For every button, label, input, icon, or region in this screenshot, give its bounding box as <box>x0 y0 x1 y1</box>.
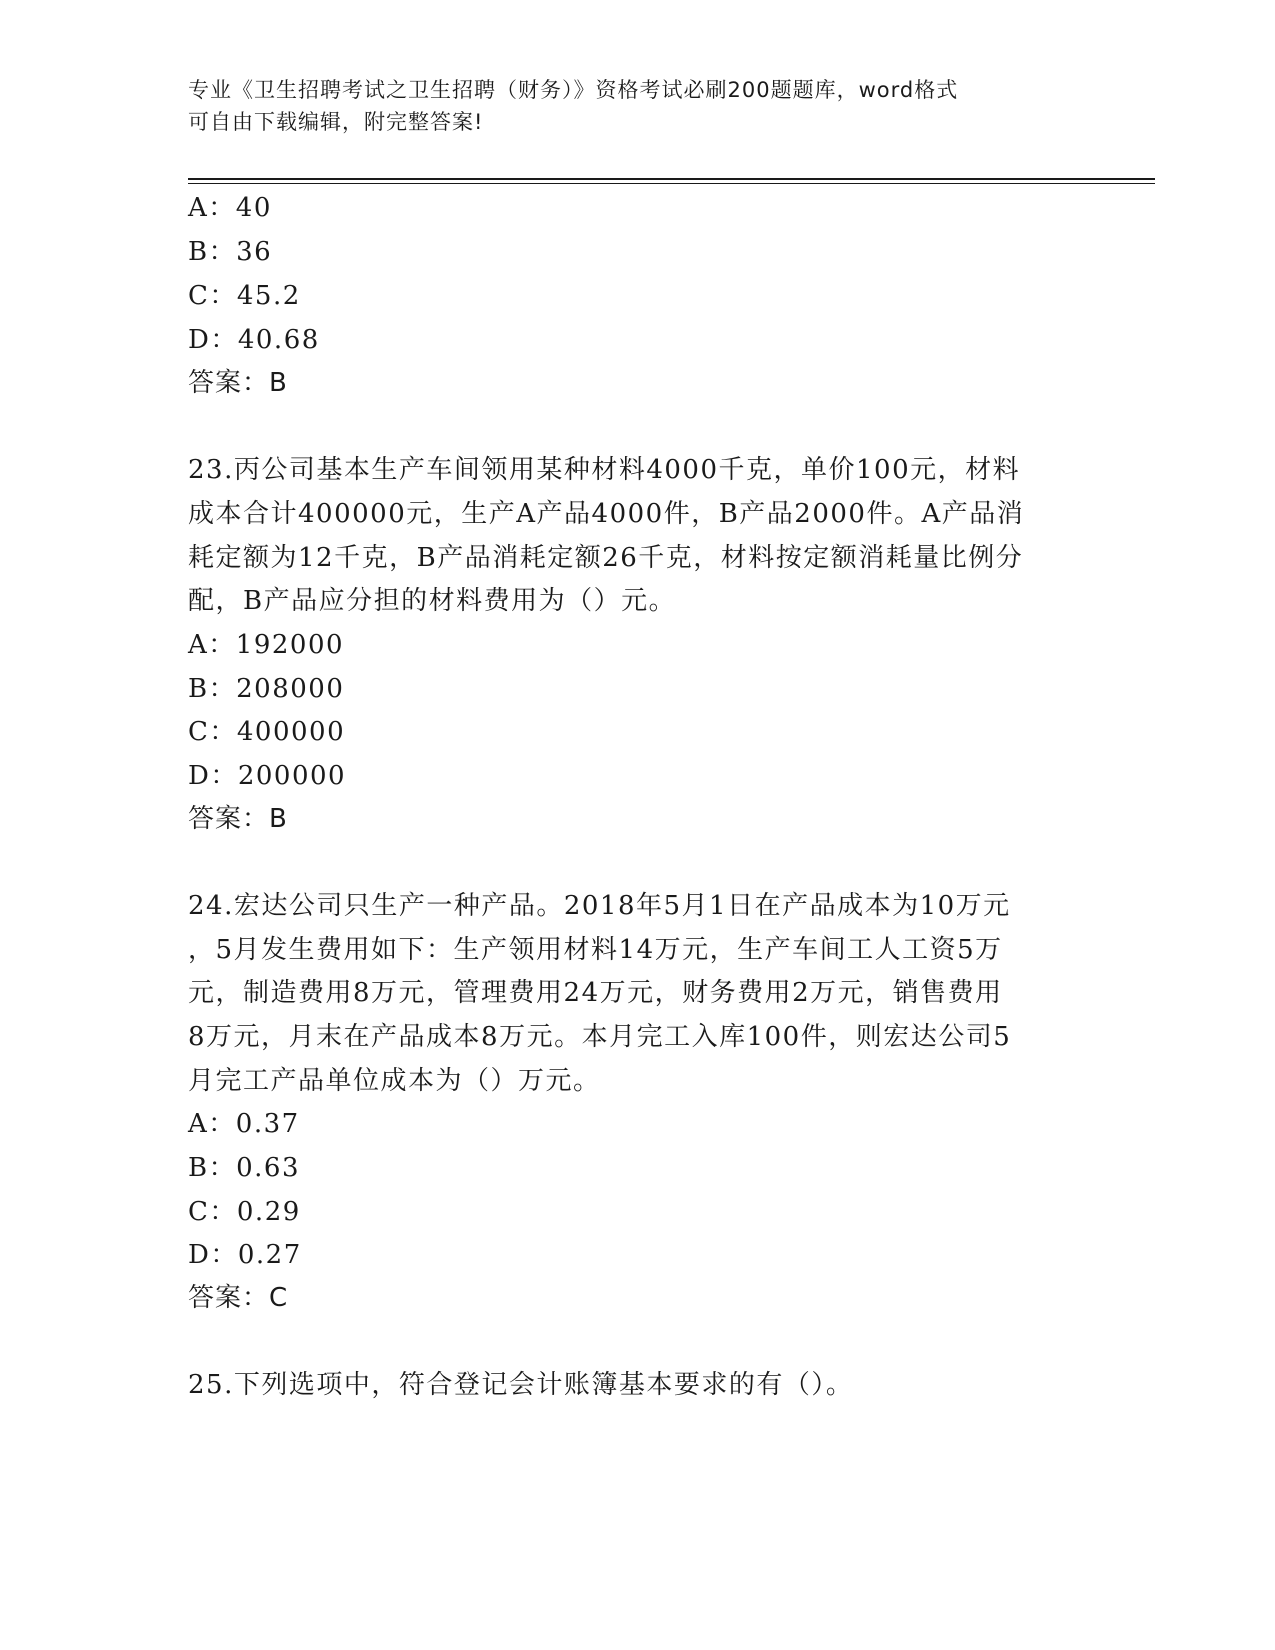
q23-option-a: A：192000 <box>188 630 345 660</box>
q24-stem-line-4: 8万元，月末在产品成本8万元。本月完工入库100件，则宏达公司5 <box>188 1022 1012 1052</box>
header-divider-thin <box>188 183 1155 184</box>
q23-option-d: D：200000 <box>188 761 347 791</box>
q24-stem-line-5: 月完工产品单位成本为（）万元。 <box>188 1066 601 1096</box>
q23-stem-line-1: 23.丙公司基本生产车间领用某种材料4000千克，单价100元，材料 <box>188 455 1021 485</box>
q23-answer: 答案：B <box>188 804 288 834</box>
q22-option-a: A：40 <box>188 193 272 223</box>
q24-answer: 答案：C <box>188 1283 289 1313</box>
header-line-1: 专业《卫生招聘考试之卫生招聘（财务）》资格考试必刷200题题库，word格式 <box>188 78 959 102</box>
document-header <box>188 74 1068 138</box>
q22-answer: 答案：B <box>188 368 288 398</box>
q25-stem-line-1: 25.下列选项中，符合登记会计账簿基本要求的有（）。 <box>188 1370 854 1400</box>
q24-option-b: B：0.63 <box>188 1153 300 1183</box>
header-divider-thick <box>188 178 1155 180</box>
q23-option-b: B：208000 <box>188 674 345 704</box>
q23-option-c: C：400000 <box>188 717 346 747</box>
q22-option-d: D：40.68 <box>188 325 320 355</box>
q23-stem-line-3: 耗定额为12千克，B产品消耗定额26千克，材料按定额消耗量比例分 <box>188 543 1024 573</box>
q24-stem-line-2: ，5月发生费用如下：生产领用材料14万元，生产车间工人工资5万 <box>188 935 1003 965</box>
q24-stem-line-1: 24.宏达公司只生产一种产品。2018年5月1日在产品成本为10万元 <box>188 891 1011 921</box>
q24-stem-line-3: 元，制造费用8万元，管理费用24万元，财务费用2万元，销售费用 <box>188 978 1003 1008</box>
q24-option-a: A：0.37 <box>188 1109 300 1139</box>
q24-option-d: D：0.27 <box>188 1240 302 1270</box>
header-line-2: 可自由下载编辑，附完整答案! <box>188 110 484 134</box>
q23-stem-line-4: 配，B产品应分担的材料费用为（）元。 <box>188 586 677 616</box>
q23-stem-line-2: 成本合计400000元，生产A产品4000件，B产品2000件。A产品消 <box>188 499 1025 529</box>
q24-option-c: C：0.29 <box>188 1197 301 1227</box>
q22-option-c: C：45.2 <box>188 281 301 311</box>
q22-option-b: B：36 <box>188 237 273 267</box>
